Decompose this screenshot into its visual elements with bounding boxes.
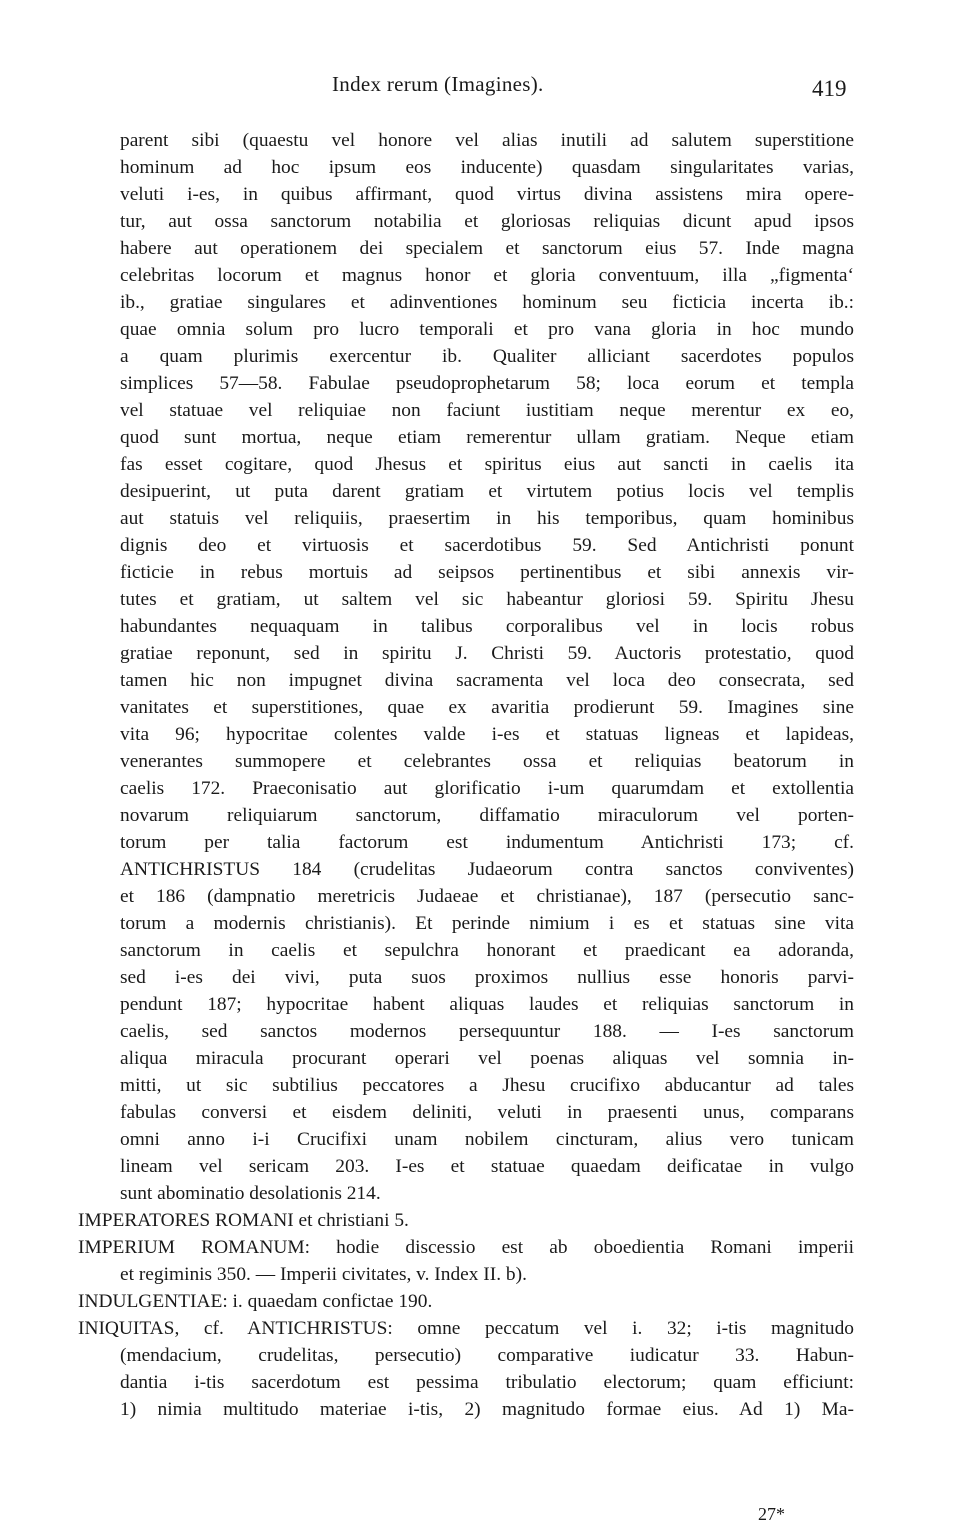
text-line: torum per talia factorum est indumentum Antichristi 173; cf. (120, 832, 854, 853)
text-line: vanitates et superstitiones, quae ex avaritia prodierunt 59. Imagines sine (120, 697, 854, 718)
text-line: gratiae reponunt, sed in spiritu J. Christi 59. Auctoris protestatio, quod (120, 643, 854, 664)
text-line: omni anno i-i Crucifixi unam nobilem cincturam, alius vero tunicam (120, 1129, 854, 1150)
page-header (0, 72, 960, 108)
index-entry: IMPERATORES ROMANI et christiani 5. (78, 1210, 409, 1231)
text-line: vita 96; hypocritae colentes valde i-es et statuas ligneas et lapideas, (120, 724, 854, 745)
index-entry: IMPERIUM ROMANUM: hodie discessio est ab oboedientia Romani imperii (78, 1237, 854, 1258)
text-line: dignis deo et virtuosis et sacerdotibus 59. Sed Antichristi ponunt (120, 535, 854, 556)
text-line: caelis 172. Praeconisatio aut glorificatio i-um quarumdam et extollentia (120, 778, 854, 799)
text-line: ib., gratiae singulares et adinventiones hominum seu ficticia incerta ib.: (120, 292, 854, 313)
text-line: simplices 57—58. Fabulae pseudoprophetarum 58; loca eorum et templa (120, 373, 854, 394)
text-line: fabulas conversi et eisdem deliniti, veluti in praesenti unus, comparans (120, 1102, 854, 1123)
text-line: aliqua miracula procurant operari vel poenas aliquas vel somnia in- (120, 1048, 854, 1069)
text-line: habundantes nequaquam in talibus corporalibus vel in locis robus (120, 616, 854, 637)
text-line: quod sunt mortua, neque etiam remerentur ullam gratiam. Neque etiam (120, 427, 854, 448)
text-line: tamen hic non impugnet divina sacramenta vel loca deo consecrata, sed (120, 670, 854, 691)
text-line: sunt abominatio desolationis 214. (120, 1183, 381, 1204)
text-line: hominum ad hoc ipsum eos inducente) quasdam singularitates varias, (120, 157, 854, 178)
text-line: venerantes summopere et celebrantes ossa et reliquias beatorum in (120, 751, 854, 772)
text-line: quae omnia solum pro lucro temporali et pro vana gloria in hoc mundo (120, 319, 854, 340)
text-line: tutes et gratiam, ut saltem vel sic habeantur gloriosi 59. Spiritu Jhesu (120, 589, 854, 610)
text-line: lineam vel sericam 203. I-es et statuae quaedam deificatae in vulgo (120, 1156, 854, 1177)
text-line: aut statuis vel reliquiis, praesertim in his temporibus, quam hominibus (120, 508, 854, 529)
page-number: 419 (812, 76, 847, 101)
text-line: dantia i-tis sacerdotum est pessima tribulatio electorum; quam efficiunt: (120, 1372, 854, 1393)
text-line: 1) nimia multitudo materiae i-tis, 2) magnitudo formae eius. Ad 1) Ma- (120, 1399, 854, 1420)
text-line: (mendacium, crudelitas, persecutio) comparative iudicatur 33. Habun- (120, 1345, 854, 1366)
text-line: novarum reliquiarum sanctorum, diffamatio miraculorum vel porten- (120, 805, 854, 826)
text-line: veluti i-es, in quibus affirmant, quod virtus divina assistens mira opere- (120, 184, 854, 205)
text-line: vel statuae vel reliquiae non faciunt iustitiam neque merentur ex eo, (120, 400, 854, 421)
text-line: ANTICHRISTUS 184 (crudelitas Judaeorum contra sanctos conviventes) (120, 859, 854, 880)
text-line: parent sibi (quaestu vel honore vel alias inutili ad salutem superstitione (120, 130, 854, 151)
text-line: sanctorum in caelis et sepulchra honorant et praedicant ea adoranda, (120, 940, 854, 961)
running-title: Index rerum (Imagines). (332, 72, 544, 96)
text-line: celebritas locorum et magnus honor et gloria conventuum, illa „figmenta‘ (120, 265, 854, 286)
text-line: a quam plurimis exercentur ib. Qualiter alliciant sacerdotes populos (120, 346, 854, 367)
text-line: mitti, ut sic subtilius peccatores a Jhesu crucifixo abducantur ad tales (120, 1075, 854, 1096)
text-line: torum a modernis christianis). Et perinde nimium i es et statuas sine vita (120, 913, 854, 934)
index-entry: INDULGENTIAE: i. quaedam confictae 190. (78, 1291, 433, 1312)
text-line: tur, aut ossa sanctorum notabilia et gloriosas reliquias dicunt apud ipsos (120, 211, 854, 232)
index-entry: INIQUITAS, cf. ANTICHRISTUS: omne peccatum vel i. 32; i-tis magnitudo (78, 1318, 854, 1339)
text-line: et 186 (dampnatio meretricis Judaeae et christianae), 187 (persecutio sanc- (120, 886, 854, 907)
text-line: ficticie in rebus mortuis ad seipsos pertinentibus et sibi annexis vir- (120, 562, 854, 583)
text-line: caelis, sed sanctos modernos persequuntur 188. — I-es sanctorum (120, 1021, 854, 1042)
text-line: fas esset cogitare, quod Jhesus et spiritus eius aut sancti in caelis ita (120, 454, 854, 475)
text-line: pendunt 187; hypocritae habent aliquas laudes et reliquias sanctorum in (120, 994, 854, 1015)
text-line: desipuerint, ut puta darent gratiam et virtutem potius locis vel templis (120, 481, 854, 502)
text-line: et regiminis 350. — Imperii civitates, v. Index II. b). (120, 1264, 527, 1285)
text-line: sed i-es dei vivi, puta suos proximos nullius esse honoris parvi- (120, 967, 854, 988)
signature-mark: 27* (758, 1504, 785, 1524)
text-line: habere aut operationem dei specialem et sanctorum eius 57. Inde magna (120, 238, 854, 259)
